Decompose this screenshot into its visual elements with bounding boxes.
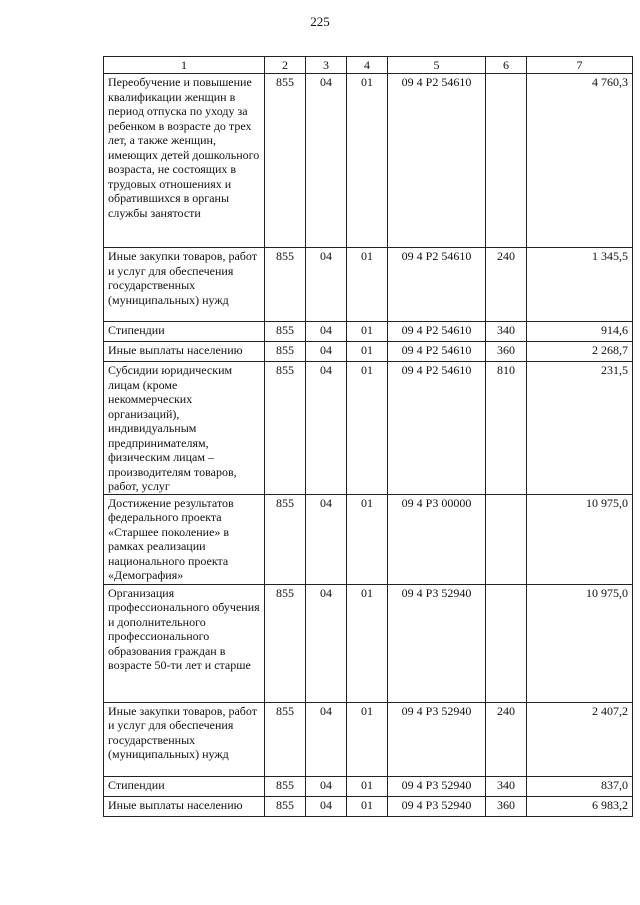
row-section: 04 (306, 796, 347, 816)
row-subsection: 01 (347, 342, 388, 362)
table-row (104, 362, 633, 495)
row-target-article: 09 4 P2 54610 (388, 322, 486, 342)
row-section: 04 (306, 322, 347, 342)
row-ministry-code: 855 (265, 322, 306, 342)
budget-table (103, 56, 633, 817)
row-name: Иные закупки товаров, работ и услуг для обеспечения государственных (муниципальных) нужд (104, 702, 265, 776)
header-col-7: 7 (527, 57, 633, 74)
row-name: Субсидии юридическим лицам (кроме некоммерческих организаций), индивидуальным предпринимателям, физическим лицам – производителям товаров, работ, услуг (104, 362, 265, 495)
header-col-1: 1 (104, 57, 265, 74)
row-name: Стипендии (104, 776, 265, 796)
row-name: Иные выплаты населению (104, 342, 265, 362)
table-row (104, 584, 633, 702)
table-row (104, 74, 633, 248)
row-ministry-code: 855 (265, 248, 306, 322)
row-ministry-code: 855 (265, 342, 306, 362)
row-subsection: 01 (347, 322, 388, 342)
row-section: 04 (306, 362, 347, 495)
row-name: Стипендии (104, 322, 265, 342)
row-target-article: 09 4 P3 52940 (388, 776, 486, 796)
row-subsection: 01 (347, 74, 388, 248)
row-expense-type (486, 74, 527, 248)
row-ministry-code: 855 (265, 362, 306, 495)
row-target-article: 09 4 P2 54610 (388, 74, 486, 248)
header-col-3: 3 (306, 57, 347, 74)
row-amount: 6 983,2 (527, 796, 633, 816)
row-subsection: 01 (347, 584, 388, 702)
row-section: 04 (306, 342, 347, 362)
row-section: 04 (306, 494, 347, 584)
row-ministry-code: 855 (265, 796, 306, 816)
row-amount: 2 268,7 (527, 342, 633, 362)
row-target-article: 09 4 P3 52940 (388, 702, 486, 776)
row-section: 04 (306, 248, 347, 322)
row-ministry-code: 855 (265, 494, 306, 584)
row-amount: 914,6 (527, 322, 633, 342)
row-amount: 1 345,5 (527, 248, 633, 322)
row-subsection: 01 (347, 796, 388, 816)
row-target-article: 09 4 P2 54610 (388, 342, 486, 362)
row-expense-type: 360 (486, 342, 527, 362)
header-col-4: 4 (347, 57, 388, 74)
row-subsection: 01 (347, 776, 388, 796)
row-amount: 10 975,0 (527, 584, 633, 702)
row-expense-type: 810 (486, 362, 527, 495)
row-section: 04 (306, 702, 347, 776)
row-name: Переобучение и повышение квалификации женщин в период отпуска по уходу за ребенком в возрасте до трех лет, а также женщин, имеющих детей дошкольного возраста, не состоящих в трудовых отношениях и обратившихся в органы службы занятости (104, 74, 265, 248)
header-col-6: 6 (486, 57, 527, 74)
row-amount: 10 975,0 (527, 494, 633, 584)
row-subsection: 01 (347, 362, 388, 495)
row-target-article: 09 4 P3 00000 (388, 494, 486, 584)
row-amount: 231,5 (527, 362, 633, 495)
table-header-row (104, 57, 633, 74)
page-number: 225 (310, 14, 330, 29)
row-ministry-code: 855 (265, 584, 306, 702)
row-amount: 2 407,2 (527, 702, 633, 776)
table-row (104, 796, 633, 816)
row-amount: 837,0 (527, 776, 633, 796)
table-row (104, 248, 633, 322)
row-name: Достижение результатов федерального проекта «Старшее поколение» в рамках реализации национального проекта «Демография» (104, 494, 265, 584)
row-name: Иные выплаты населению (104, 796, 265, 816)
table-row (104, 494, 633, 584)
row-ministry-code: 855 (265, 74, 306, 248)
row-ministry-code: 855 (265, 702, 306, 776)
row-expense-type (486, 494, 527, 584)
row-section: 04 (306, 74, 347, 248)
row-name: Иные закупки товаров, работ и услуг для обеспечения государственных (муниципальных) нужд (104, 248, 265, 322)
header-col-2: 2 (265, 57, 306, 74)
row-section: 04 (306, 584, 347, 702)
row-subsection: 01 (347, 494, 388, 584)
row-target-article: 09 4 P3 52940 (388, 584, 486, 702)
row-subsection: 01 (347, 248, 388, 322)
row-expense-type: 340 (486, 776, 527, 796)
row-section: 04 (306, 776, 347, 796)
row-target-article: 09 4 P2 54610 (388, 248, 486, 322)
header-col-5: 5 (388, 57, 486, 74)
table-row (104, 776, 633, 796)
row-subsection: 01 (347, 702, 388, 776)
row-expense-type: 240 (486, 248, 527, 322)
row-expense-type: 240 (486, 702, 527, 776)
row-amount: 4 760,3 (527, 74, 633, 248)
row-expense-type: 360 (486, 796, 527, 816)
row-expense-type (486, 584, 527, 702)
row-expense-type: 340 (486, 322, 527, 342)
row-name: Организация профессионального обучения и дополнительного профессионального образования граждан в возрасте 50-ти лет и старше (104, 584, 265, 702)
table-row (104, 342, 633, 362)
row-target-article: 09 4 P3 52940 (388, 796, 486, 816)
row-ministry-code: 855 (265, 776, 306, 796)
row-target-article: 09 4 P2 54610 (388, 362, 486, 495)
table-row (104, 702, 633, 776)
table-row (104, 322, 633, 342)
